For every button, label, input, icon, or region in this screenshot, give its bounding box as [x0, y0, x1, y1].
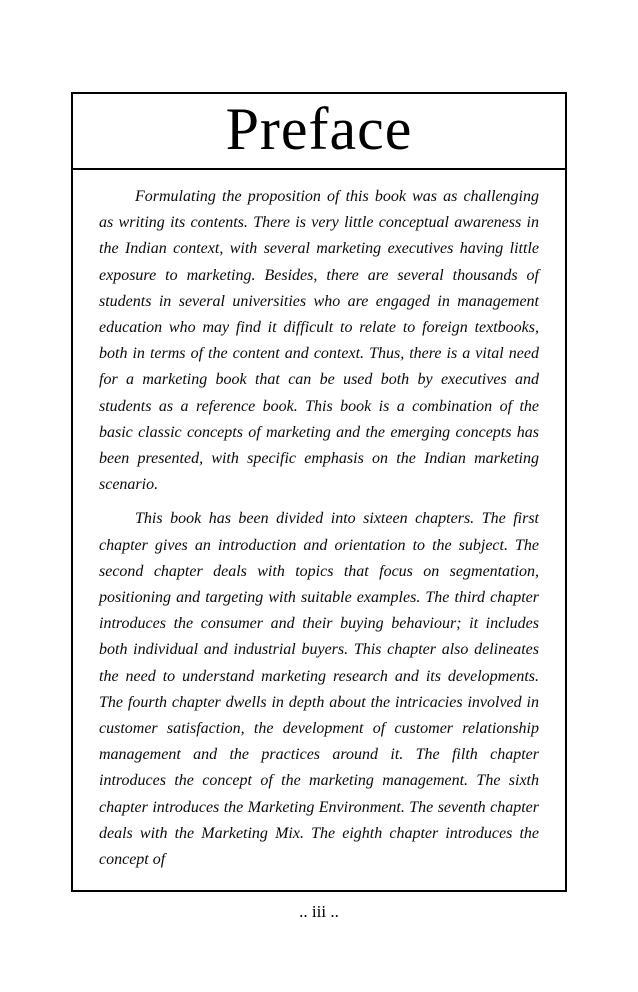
preface-paragraph-1: Formulating the proposition of this book was as challenging as writing its contents. There is very little conceptual awareness in the Indian context, with several marketing executives having little exposure to marketing. Besides, there are several thousands of students in several universities who are engaged in management education who may find it difficult to relate to foreign textbooks, both in terms of the content and context. Thus, there is a vital need for a marketing book that can be used both by executives and students as a reference book. This book is a combination of the basic classic concepts of marketing and the emerging concepts has been presented, with specific emphasis on the Indian marketing scenario. — [99, 188, 539, 494]
preface-frame — [71, 92, 567, 892]
preface-paragraph-2: This book has been divided into sixteen chapters. The first chapter gives an introduction and orientation to the subject. The second chapter deals with topics that focus on segmentation, positioning and targeting with suitable examples. The third chapter introduces the consumer and their buying behaviour; it includes both individual and industrial buyers. This chapter also delineates the need to understand marketing research and its developments. The fourth chapter dwells in depth about the intricacies involved in customer satisfaction, the development of customer relationship management and the practices around it. The filth chapter introduces the concept of the marketing management. The sixth chapter introduces the Marketing Environment. The seventh chapter deals with the Marketing Mix. The eighth chapter introduces the concept of — [99, 510, 539, 869]
preface-body — [73, 170, 565, 873]
page-title: Preface — [225, 96, 413, 162]
title-block — [73, 94, 565, 170]
page-number: .. iii .. — [299, 902, 339, 921]
